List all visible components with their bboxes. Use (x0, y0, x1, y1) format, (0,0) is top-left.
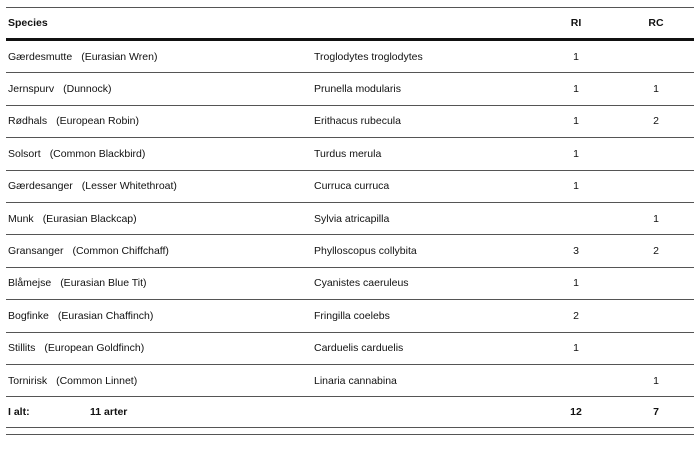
scientific-name: Linaria cannabina (314, 374, 397, 387)
scientific-name: Erithacus rubecula (314, 115, 401, 128)
header-ri: RI (570, 17, 582, 29)
danish-name: Tornirisk (8, 374, 48, 387)
species-name (8, 277, 147, 289)
species-name (8, 245, 169, 257)
scientific-name: Phylloscopus collybita (314, 245, 417, 258)
table-row (6, 138, 694, 170)
english-name: (European Goldfinch) (44, 342, 145, 355)
ri-count: 1 (573, 180, 579, 193)
scientific-name: Cyanistes caeruleus (314, 277, 409, 290)
total-species-count: 11 arter (90, 406, 128, 419)
header-species: Species (8, 17, 48, 29)
english-name: (Eurasian Chaffinch) (57, 309, 154, 322)
rc-count: 2 (653, 245, 659, 258)
danish-name: Rødhals (8, 115, 48, 128)
table-row (6, 300, 694, 332)
scientific-name: Fringilla coelebs (314, 309, 390, 322)
danish-name: Bogfinke (8, 309, 49, 322)
species-table (6, 7, 694, 435)
table-header (6, 8, 694, 38)
total-label: I alt: (8, 406, 30, 419)
species-name (8, 342, 144, 354)
species-name (8, 213, 137, 225)
danish-name: Gransanger (8, 245, 64, 258)
ri-count: 3 (573, 245, 579, 258)
table-row (6, 41, 694, 73)
rc-count: 1 (653, 374, 659, 387)
table-body (6, 41, 694, 397)
scientific-name: Troglodytes troglodytes (314, 50, 423, 63)
danish-name: Gærdesanger (8, 180, 73, 193)
table-row (6, 365, 694, 397)
scientific-name: Carduelis carduelis (314, 342, 404, 355)
header-rc: RC (648, 17, 664, 29)
danish-name: Stillits (8, 342, 36, 355)
species-name (8, 83, 112, 95)
english-name: (Lesser Whitethroat) (81, 180, 177, 193)
ri-count: 1 (573, 50, 579, 63)
table-row (6, 106, 694, 138)
rc-count: 1 (653, 212, 659, 225)
bottom-rule (6, 434, 694, 435)
ri-count: 1 (573, 147, 579, 160)
danish-name: Solsort (8, 147, 41, 160)
total-rc: 7 (653, 406, 659, 419)
total-ri: 12 (570, 406, 582, 419)
rc-count: 1 (653, 83, 659, 96)
total-row (6, 397, 694, 428)
rc-count: 2 (653, 115, 659, 128)
table-row (6, 235, 694, 267)
species-name (8, 115, 139, 127)
english-name: (Eurasian Blackcap) (42, 212, 137, 225)
species-name (8, 375, 137, 387)
danish-name: Gærdesmutte (8, 50, 73, 63)
danish-name: Munk (8, 212, 34, 225)
english-name: (Common Linnet) (56, 374, 138, 387)
species-name (8, 51, 157, 63)
table-row (6, 333, 694, 365)
species-name (8, 180, 177, 192)
scientific-name: Sylvia atricapilla (314, 212, 390, 225)
ri-count: 1 (573, 277, 579, 290)
ri-count: 2 (573, 309, 579, 322)
english-name: (European Robin) (56, 115, 139, 128)
table-row (6, 203, 694, 235)
species-name (8, 148, 145, 160)
english-name: (Common Chiffchaff) (72, 245, 169, 258)
english-name: (Eurasian Wren) (81, 50, 158, 63)
species-name (8, 310, 153, 322)
ri-count: 1 (573, 83, 579, 96)
english-name: (Eurasian Blue Tit) (60, 277, 147, 290)
danish-name: Jernspurv (8, 83, 55, 96)
scientific-name: Turdus merula (314, 147, 382, 160)
table-row (6, 73, 694, 105)
table-row (6, 268, 694, 300)
english-name: (Common Blackbird) (49, 147, 146, 160)
scientific-name: Prunella modularis (314, 83, 401, 96)
ri-count: 1 (573, 342, 579, 355)
ri-count: 1 (573, 115, 579, 128)
danish-name: Blåmejse (8, 277, 52, 290)
english-name: (Dunnock) (63, 83, 112, 96)
table-row (6, 171, 694, 203)
scientific-name: Curruca curruca (314, 180, 390, 193)
